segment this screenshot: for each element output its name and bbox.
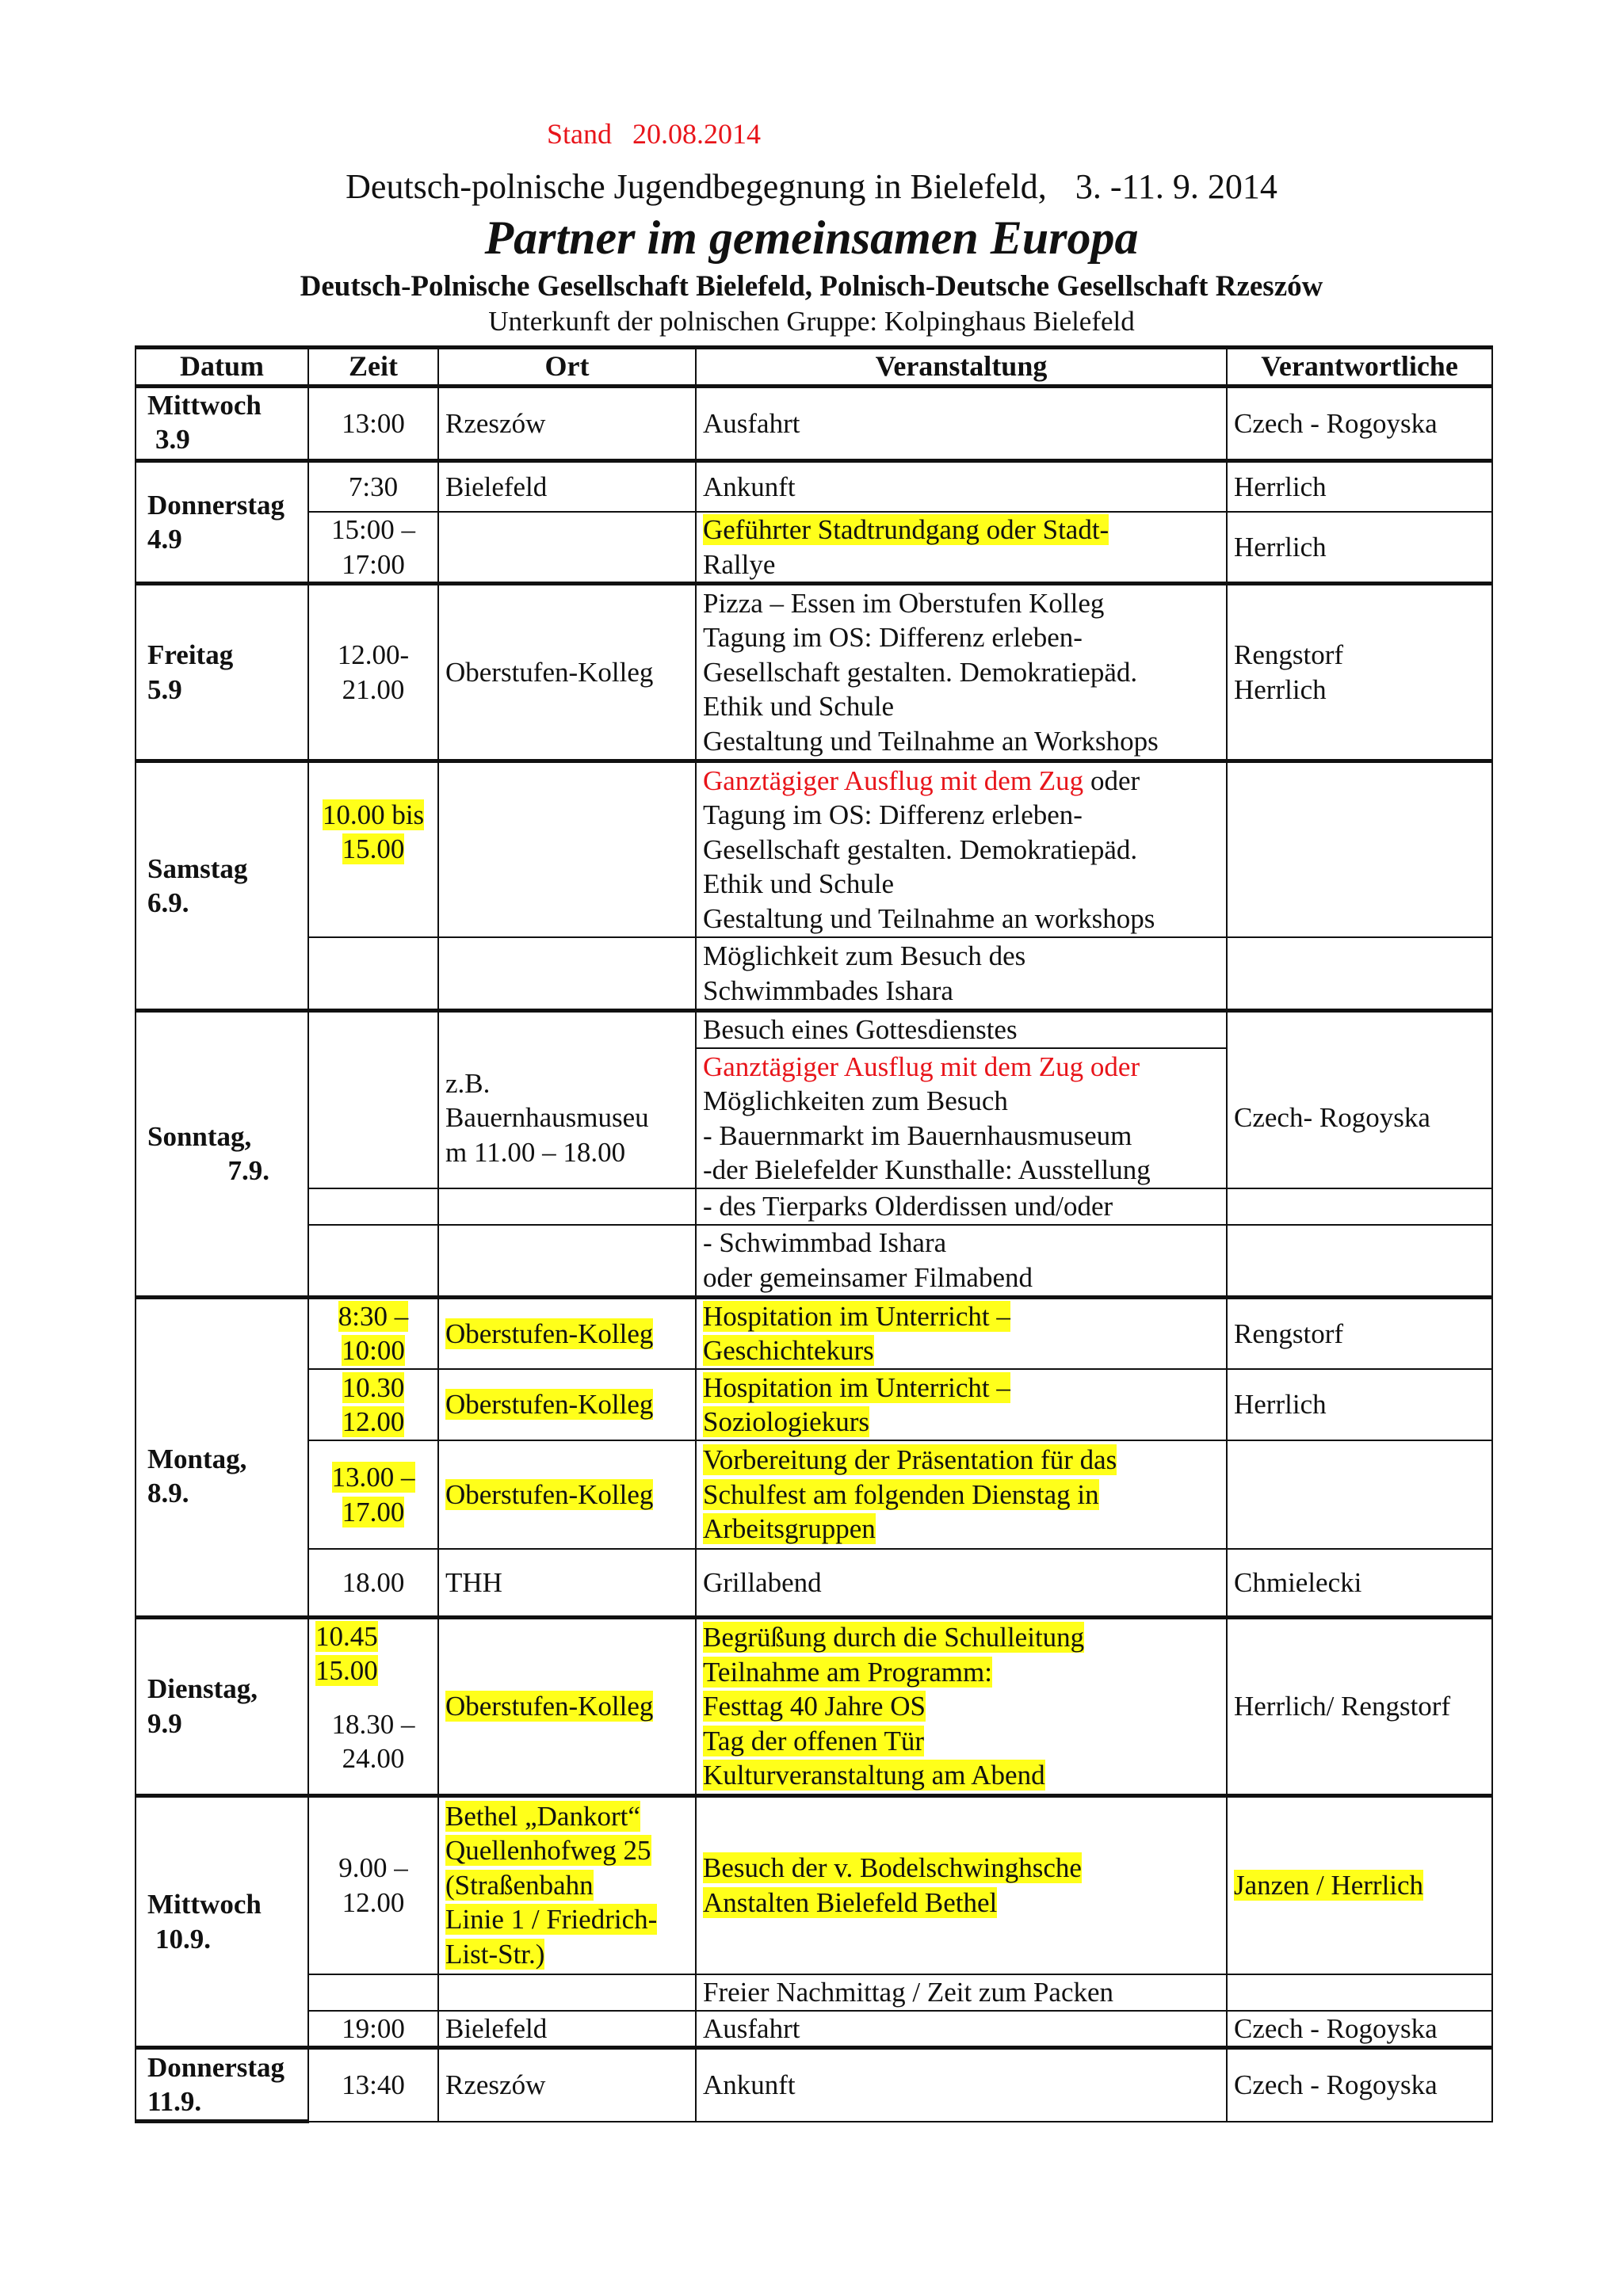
table-row — [136, 937, 1492, 1010]
event-cell: Vorbereitung der Präsentation für das Schulfest am folgenden Dienstag in Arbeitsgruppen — [696, 1440, 1227, 1549]
place-cell — [438, 1974, 696, 2011]
day-cell: Freitag 5.9 — [136, 584, 308, 761]
table-row — [136, 2048, 1492, 2122]
place-cell: Oberstufen-Kolleg — [438, 1369, 696, 1440]
place-cell: Rzeszów — [438, 386, 696, 460]
day-cell: Dienstag, 9.9 — [136, 1617, 308, 1795]
time-cell: 15:00 – 17:00 — [308, 512, 438, 584]
responsible-cell: Czech - Rogoyska — [1227, 2048, 1492, 2122]
event-cell: Freier Nachmittag / Zeit zum Packen — [696, 1974, 1227, 2011]
event-cell: Ganztägiger Ausflug mit dem Zug oder Tagung im OS: Differenz erleben- Gesellschaft gestalten. Demokratiepäd. Ethik und Schule Gestaltung und Teilnahme an workshops — [696, 761, 1227, 937]
place-cell — [438, 1188, 696, 1225]
responsible-cell: Herrlich — [1227, 461, 1492, 512]
table-row — [136, 1795, 1492, 1974]
time-cell — [308, 937, 438, 1010]
stand-date: Stand 20.08.2014 — [547, 118, 762, 150]
time-cell — [308, 1188, 438, 1225]
responsible-cell — [1227, 1225, 1492, 1297]
time-cell: 7:30 — [308, 461, 438, 512]
event-cell: Hospitation im Unterricht – Soziologiekurs — [696, 1369, 1227, 1440]
responsible-cell: Herrlich — [1227, 1369, 1492, 1440]
responsible-cell: Rengstorf Herrlich — [1227, 584, 1492, 761]
col-veranstaltung: Veranstaltung — [696, 348, 1227, 387]
event-cell: Besuch der v. Bodelschwinghsche Anstalten Bielefeld Bethel — [696, 1795, 1227, 1974]
event-cell: Möglichkeit zum Besuch des Schwimmbades Ishara — [696, 937, 1227, 1010]
time-cell: 13:00 — [308, 386, 438, 460]
table-row — [136, 512, 1492, 584]
place-cell: Oberstufen-Kolleg — [438, 1617, 696, 1795]
responsible-cell: Herrlich — [1227, 512, 1492, 584]
responsible-cell: Czech - Rogoyska — [1227, 2011, 1492, 2048]
event-cell: Begrüßung durch die Schulleitung Teilnahme am Programm: Festtag 40 Jahre OS Tag der offenen Tür Kulturveranstaltung am Abend — [696, 1617, 1227, 1795]
table-row — [136, 1440, 1492, 1549]
time-cell: 10.45 15.00 18.30 – 24.00 — [308, 1617, 438, 1795]
table-row — [136, 461, 1492, 512]
time-cell: 12.00- 21.00 — [308, 584, 438, 761]
event-cell: Ankunft — [696, 2048, 1227, 2122]
col-datum: Datum — [136, 348, 308, 387]
responsible-cell — [1227, 1011, 1492, 1048]
responsible-cell: Czech- Rogoyska — [1227, 1048, 1492, 1188]
event-subtitle: Deutsch-polnische Jugendbegegnung in Bielefeld, 3. -11. 9. 2014 — [346, 167, 1277, 206]
place-cell: Rzeszów — [438, 2048, 696, 2122]
responsible-cell — [1227, 1188, 1492, 1225]
table-row — [136, 1369, 1492, 1440]
responsible-cell: Chmielecki — [1227, 1549, 1492, 1617]
time-cell: 10.30 12.00 — [308, 1369, 438, 1440]
time-cell — [308, 1048, 438, 1188]
col-ort: Ort — [438, 348, 696, 387]
table-row — [136, 1225, 1492, 1297]
responsible-cell: Herrlich/ Rengstorf — [1227, 1617, 1492, 1795]
time-cell — [308, 1225, 438, 1297]
day-cell: Donnerstag 11.9. — [136, 2048, 308, 2122]
event-cell: Ankunft — [696, 461, 1227, 512]
event-cell: Ganztägiger Ausflug mit dem Zug oder Möglichkeiten zum Besuch - Bauernmarkt im Bauernhausmuseum -der Bielefelder Kunsthalle: Ausstellung — [696, 1048, 1227, 1188]
responsible-cell — [1227, 1440, 1492, 1549]
day-cell: Mittwoch 3.9 — [136, 386, 308, 460]
table-header-row — [136, 348, 1492, 387]
place-cell: Oberstufen-Kolleg — [438, 584, 696, 761]
table-row — [136, 2011, 1492, 2048]
table-row — [136, 1974, 1492, 2011]
place-cell — [438, 1225, 696, 1297]
event-cell: Grillabend — [696, 1549, 1227, 1617]
responsible-cell: Czech - Rogoyska — [1227, 386, 1492, 460]
place-cell — [438, 937, 696, 1010]
time-cell: 18.00 — [308, 1549, 438, 1617]
day-cell: Sonntag, 7.9. — [136, 1011, 308, 1297]
event-cell: Ausfahrt — [696, 386, 1227, 460]
event-cell: Geführter Stadtrundgang oder Stadt- Rallye — [696, 512, 1227, 584]
responsible-cell: Rengstorf — [1227, 1297, 1492, 1369]
place-cell — [438, 761, 696, 937]
col-zeit: Zeit — [308, 348, 438, 387]
time-cell — [308, 1011, 438, 1048]
table-row — [136, 1297, 1492, 1369]
event-cell: Besuch eines Gottesdienstes — [696, 1011, 1227, 1048]
table-row — [136, 1188, 1492, 1225]
schedule-table — [135, 345, 1493, 2123]
page-title: Partner im gemeinsamen Europa — [484, 212, 1139, 264]
place-cell: Oberstufen-Kolleg — [438, 1440, 696, 1549]
table-row — [136, 1048, 1492, 1188]
event-cell: - Schwimmbad Ishara oder gemeinsamer Filmabend — [696, 1225, 1227, 1297]
place-cell: Bielefeld — [438, 2011, 696, 2048]
place-cell: Bielefeld — [438, 461, 696, 512]
time-cell: 9.00 – 12.00 — [308, 1795, 438, 1974]
table-row — [136, 761, 1492, 937]
organizations: Deutsch-Polnische Gesellschaft Bielefeld, Polnisch-Deutsche Gesellschaft Rzeszów — [300, 270, 1323, 303]
table-row — [136, 584, 1492, 761]
table-row — [136, 386, 1492, 460]
table-row — [136, 1549, 1492, 1617]
time-cell: 10.00 bis 15.00 — [308, 761, 438, 937]
table-row — [136, 1617, 1492, 1795]
place-cell: Bethel „Dankort“ Quellenhofweg 25 (Straßenbahn Linie 1 / Friedrich- List-Str.) — [438, 1795, 696, 1974]
day-cell: Donnerstag 4.9 — [136, 461, 308, 584]
event-cell: Hospitation im Unterricht – Geschichtekurs — [696, 1297, 1227, 1369]
place-cell: z.B. Bauernhausmuseu m 11.00 – 18.00 — [438, 1048, 696, 1188]
lodging-note: Unterkunft der polnischen Gruppe: Kolpinghaus Bielefeld — [488, 306, 1135, 337]
event-cell: Ausfahrt — [696, 2011, 1227, 2048]
place-cell: Oberstufen-Kolleg — [438, 1297, 696, 1369]
responsible-cell — [1227, 1974, 1492, 2011]
place-cell — [438, 512, 696, 584]
place-cell — [438, 1011, 696, 1048]
col-verantwortliche: Verantwortliche — [1227, 348, 1492, 387]
event-cell: Pizza – Essen im Oberstufen Kolleg Tagung im OS: Differenz erleben- Gesellschaft gestalten. Demokratiepäd. Ethik und Schule Gestaltung und Teilnahme an Workshops — [696, 584, 1227, 761]
responsible-cell — [1227, 937, 1492, 1010]
time-cell: 13.00 – 17.00 — [308, 1440, 438, 1549]
responsible-cell: Janzen / Herrlich — [1227, 1795, 1492, 1974]
time-cell — [308, 1974, 438, 2011]
time-cell: 13:40 — [308, 2048, 438, 2122]
day-cell: Mittwoch 10.9. — [136, 1795, 308, 2047]
time-cell: 19:00 — [308, 2011, 438, 2048]
responsible-cell — [1227, 761, 1492, 937]
place-cell: THH — [438, 1549, 696, 1617]
event-cell: - des Tierparks Olderdissen und/oder — [696, 1188, 1227, 1225]
table-row — [136, 1011, 1492, 1048]
day-cell: Montag, 8.9. — [136, 1297, 308, 1617]
time-cell: 8:30 – 10:00 — [308, 1297, 438, 1369]
day-cell: Samstag 6.9. — [136, 761, 308, 1010]
